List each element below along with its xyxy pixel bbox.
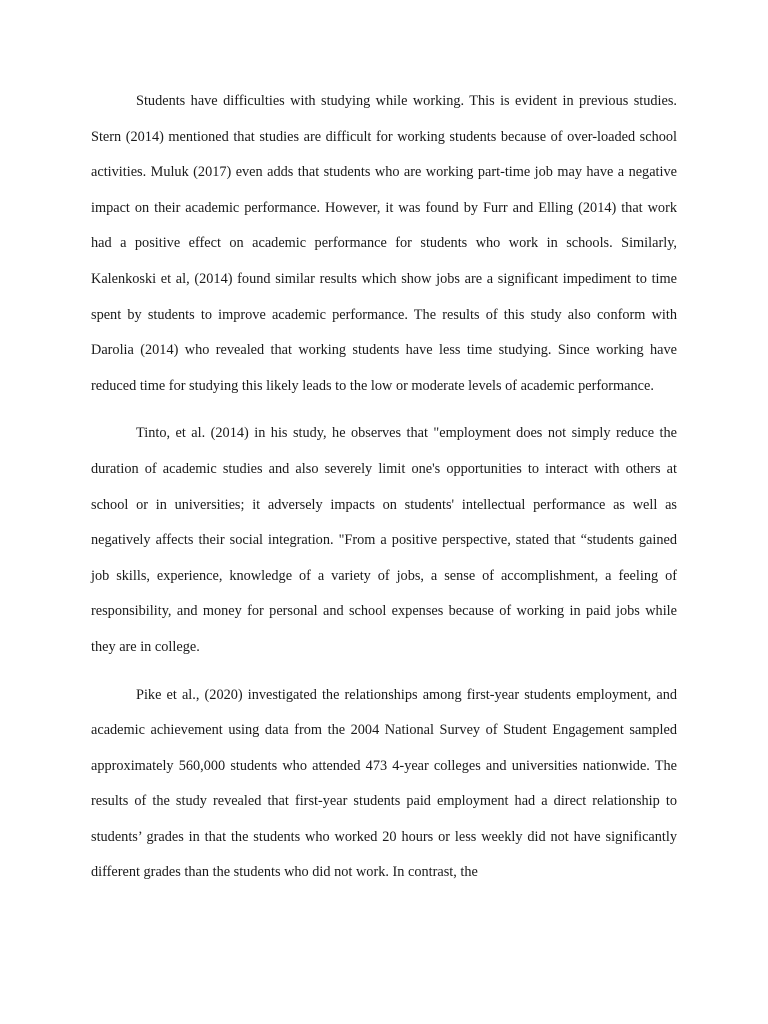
paragraph-3: Pike et al., (2020) investigated the relationships among first-year students employment, and academic achievement using data from the 2004 National Survey of Student Engagement sampled approximately 560,000 students who attended 473 4-year colleges and universities nationwide. The results of the study revealed that first-year students paid employment had a direct relationship to students’ grades in that the students who worked 20 hours or less weekly did not have significantly different grades than the students who did not work. In contrast, the [91,686,677,881]
document-body [91,84,677,903]
paragraph-2: Tinto, et al. (2014) in his study, he observes that "employment does not simply reduce the duration of academic studies and also severely limit one's opportunities to interact with others at school or in universities; it adversely impacts on students' intellectual performance as well as negatively affects their social integration. "From a positive perspective, stated that “students gained job skills, experience, knowledge of a variety of jobs, a sense of accomplishment, a feeling of responsibility, and money for personal and school expenses because of working in paid jobs while they are in college. [91,425,677,655]
paragraph-1: Students have difficulties with studying while working. This is evident in previous studies. Stern (2014) mentioned that studies are difficult for working students because of over-loaded school activities. Muluk (2017) even adds that students who are working part-time job may have a negative impact on their academic performance. However, it was found by Furr and Elling (2014) that work had a positive effect on academic performance for students who work in schools. Similarly, Kalenkoski et al, (2014) found similar results which show jobs are a significant impediment to time spent by students to improve academic performance. The results of this study also conform with Darolia (2014) who revealed that working students have less time studying. Since working have reduced time for studying this likely leads to the low or moderate levels of academic performance. [91,93,677,394]
